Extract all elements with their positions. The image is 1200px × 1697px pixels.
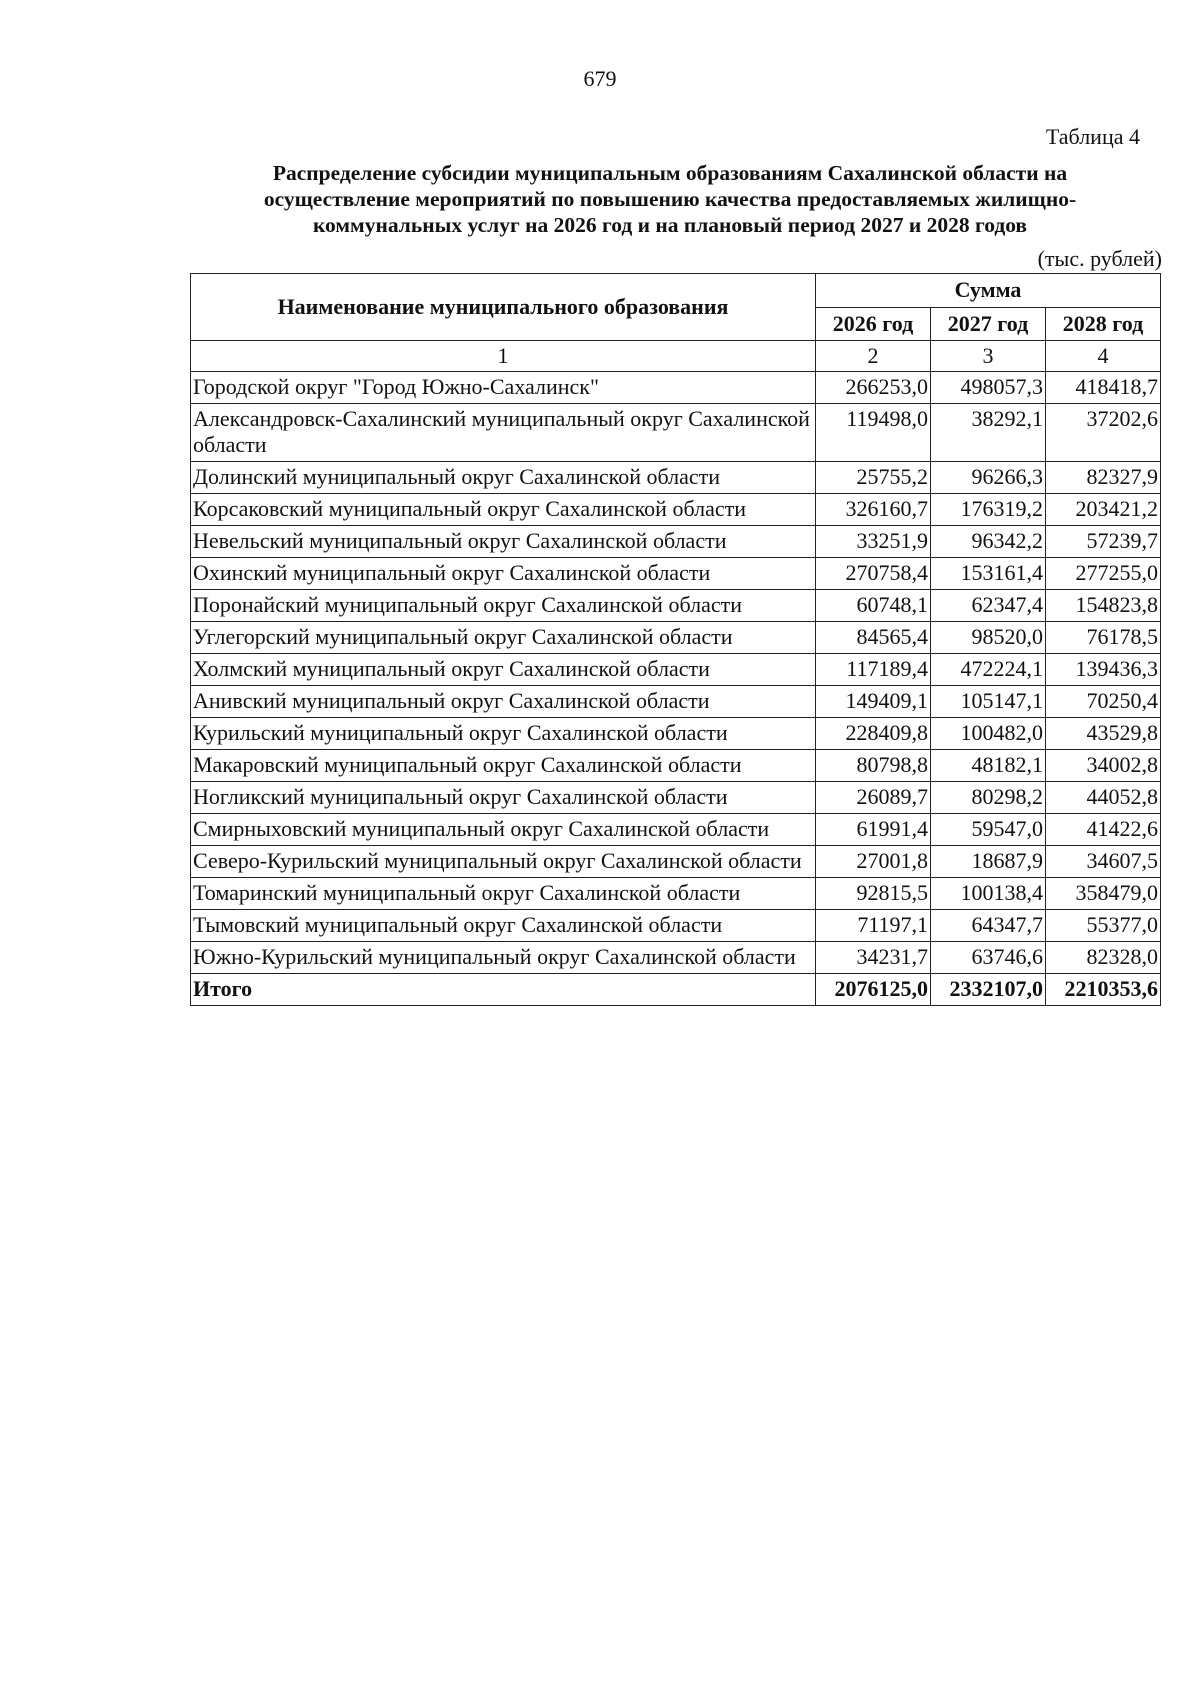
- title-line: коммунальных услуг на 2026 год и на плановый период 2027 и 2028 годов: [312, 213, 1028, 237]
- table-row: [191, 942, 1161, 974]
- total-2027: 2332107,0: [931, 974, 1046, 1006]
- amount-2026: 92815,5: [816, 878, 931, 910]
- amount-2027: 498057,3: [931, 372, 1046, 404]
- municipality-name: Северо-Курильский муниципальный округ Сахалинской области: [191, 846, 816, 878]
- municipality-name: Ногликский муниципальный округ Сахалинской области: [191, 782, 816, 814]
- municipality-name: Макаровский муниципальный округ Сахалинской области: [191, 750, 816, 782]
- municipality-name: Углегорский муниципальный округ Сахалинской области: [191, 622, 816, 654]
- municipality-name: Холмский муниципальный округ Сахалинской области: [191, 654, 816, 686]
- table-label: Таблица 4: [1045, 124, 1140, 149]
- document-title: [190, 160, 1150, 238]
- amount-2026: 33251,9: [816, 526, 931, 558]
- title-line: Распределение субсидии муниципальным образованиям Сахалинской области на: [272, 161, 1068, 185]
- amount-2027: 153161,4: [931, 558, 1046, 590]
- table-row: [191, 526, 1161, 558]
- amount-2026: 266253,0: [816, 372, 931, 404]
- amount-2028: 82327,9: [1046, 462, 1161, 494]
- municipality-name: Долинский муниципальный округ Сахалинской области: [191, 462, 816, 494]
- amount-2028: 55377,0: [1046, 910, 1161, 942]
- header-year-2028: 2028 год: [1046, 307, 1161, 341]
- amount-2026: 270758,4: [816, 558, 931, 590]
- amount-2028: 139436,3: [1046, 654, 1161, 686]
- column-index-1: 1: [191, 341, 816, 372]
- amount-2028: 203421,2: [1046, 494, 1161, 526]
- municipality-name: Корсаковский муниципальный округ Сахалинской области: [191, 494, 816, 526]
- table-row: [191, 686, 1161, 718]
- amount-2028: 418418,7: [1046, 372, 1161, 404]
- amount-2027: 18687,9: [931, 846, 1046, 878]
- total-2028: 2210353,6: [1046, 974, 1161, 1006]
- municipality-name: Невельский муниципальный округ Сахалинской области: [191, 526, 816, 558]
- municipality-name: Томаринский муниципальный округ Сахалинской области: [191, 878, 816, 910]
- units-note: (тыс. рублей): [1037, 246, 1162, 271]
- amount-2027: 472224,1: [931, 654, 1046, 686]
- amount-2027: 96266,3: [931, 462, 1046, 494]
- municipality-name: Тымовский муниципальный округ Сахалинской области: [191, 910, 816, 942]
- amount-2027: 96342,2: [931, 526, 1046, 558]
- header-name: Наименование муниципального образования: [191, 274, 816, 341]
- table-row: [191, 814, 1161, 846]
- amount-2028: 34002,8: [1046, 750, 1161, 782]
- amount-2026: 228409,8: [816, 718, 931, 750]
- amount-2027: 64347,7: [931, 910, 1046, 942]
- amount-2028: 44052,8: [1046, 782, 1161, 814]
- amount-2027: 80298,2: [931, 782, 1046, 814]
- header-year-2027: 2027 год: [931, 307, 1046, 341]
- title-line: осуществление мероприятий по повышению качества предоставляемых жилищно-: [263, 187, 1077, 211]
- amount-2028: 57239,7: [1046, 526, 1161, 558]
- amount-2026: 61991,4: [816, 814, 931, 846]
- municipality-name: Городской округ "Город Южно-Сахалинск": [191, 372, 816, 404]
- table-row: [191, 878, 1161, 910]
- amount-2028: 154823,8: [1046, 590, 1161, 622]
- amount-2026: 117189,4: [816, 654, 931, 686]
- amount-2027: 38292,1: [931, 404, 1046, 462]
- amount-2026: 119498,0: [816, 404, 931, 462]
- municipality-name: Охинский муниципальный округ Сахалинской области: [191, 558, 816, 590]
- page-number: 679: [583, 66, 617, 91]
- municipality-name: Анивский муниципальный округ Сахалинской области: [191, 686, 816, 718]
- amount-2026: 71197,1: [816, 910, 931, 942]
- municipality-name: Александровск-Сахалинский муниципальный округ Сахалинской области: [191, 404, 816, 462]
- amount-2027: 105147,1: [931, 686, 1046, 718]
- column-index-2: 2: [816, 341, 931, 372]
- municipality-name: Поронайский муниципальный округ Сахалинской области: [191, 590, 816, 622]
- amount-2027: 62347,4: [931, 590, 1046, 622]
- amount-2026: 34231,7: [816, 942, 931, 974]
- amount-2027: 100138,4: [931, 878, 1046, 910]
- table-body: [191, 372, 1161, 1006]
- amount-2027: 176319,2: [931, 494, 1046, 526]
- table-row: [191, 654, 1161, 686]
- header-year-2026: 2026 год: [816, 307, 931, 341]
- total-row: [191, 974, 1161, 1006]
- subsidy-table: [190, 273, 1161, 1006]
- table-row: [191, 462, 1161, 494]
- total-2026: 2076125,0: [816, 974, 931, 1006]
- amount-2027: 59547,0: [931, 814, 1046, 846]
- table-row: [191, 846, 1161, 878]
- amount-2027: 98520,0: [931, 622, 1046, 654]
- amount-2026: 25755,2: [816, 462, 931, 494]
- amount-2028: 358479,0: [1046, 878, 1161, 910]
- municipality-name: Южно-Курильский муниципальный округ Сахалинской области: [191, 942, 816, 974]
- amount-2028: 277255,0: [1046, 558, 1161, 590]
- municipality-name: Курильский муниципальный округ Сахалинской области: [191, 718, 816, 750]
- amount-2028: 34607,5: [1046, 846, 1161, 878]
- column-index-4: 4: [1046, 341, 1161, 372]
- table-row: [191, 558, 1161, 590]
- table-row: [191, 622, 1161, 654]
- amount-2027: 63746,6: [931, 942, 1046, 974]
- amount-2028: 82328,0: [1046, 942, 1161, 974]
- column-index-3: 3: [931, 341, 1046, 372]
- amount-2026: 80798,8: [816, 750, 931, 782]
- amount-2026: 84565,4: [816, 622, 931, 654]
- table-row: [191, 590, 1161, 622]
- amount-2028: 76178,5: [1046, 622, 1161, 654]
- amount-2026: 60748,1: [816, 590, 931, 622]
- table-row: [191, 750, 1161, 782]
- table-row: [191, 782, 1161, 814]
- table-row: [191, 718, 1161, 750]
- amount-2027: 48182,1: [931, 750, 1046, 782]
- amount-2026: 326160,7: [816, 494, 931, 526]
- total-label: Итого: [191, 974, 816, 1006]
- amount-2028: 43529,8: [1046, 718, 1161, 750]
- amount-2026: 27001,8: [816, 846, 931, 878]
- amount-2026: 149409,1: [816, 686, 931, 718]
- municipality-name: Смирныховский муниципальный округ Сахалинской области: [191, 814, 816, 846]
- table-row: [191, 404, 1161, 462]
- amount-2026: 26089,7: [816, 782, 931, 814]
- header-sum: Сумма: [816, 274, 1161, 308]
- table-row: [191, 494, 1161, 526]
- amount-2028: 37202,6: [1046, 404, 1161, 462]
- amount-2028: 70250,4: [1046, 686, 1161, 718]
- table-row: [191, 372, 1161, 404]
- amount-2027: 100482,0: [931, 718, 1046, 750]
- table-row: [191, 910, 1161, 942]
- amount-2028: 41422,6: [1046, 814, 1161, 846]
